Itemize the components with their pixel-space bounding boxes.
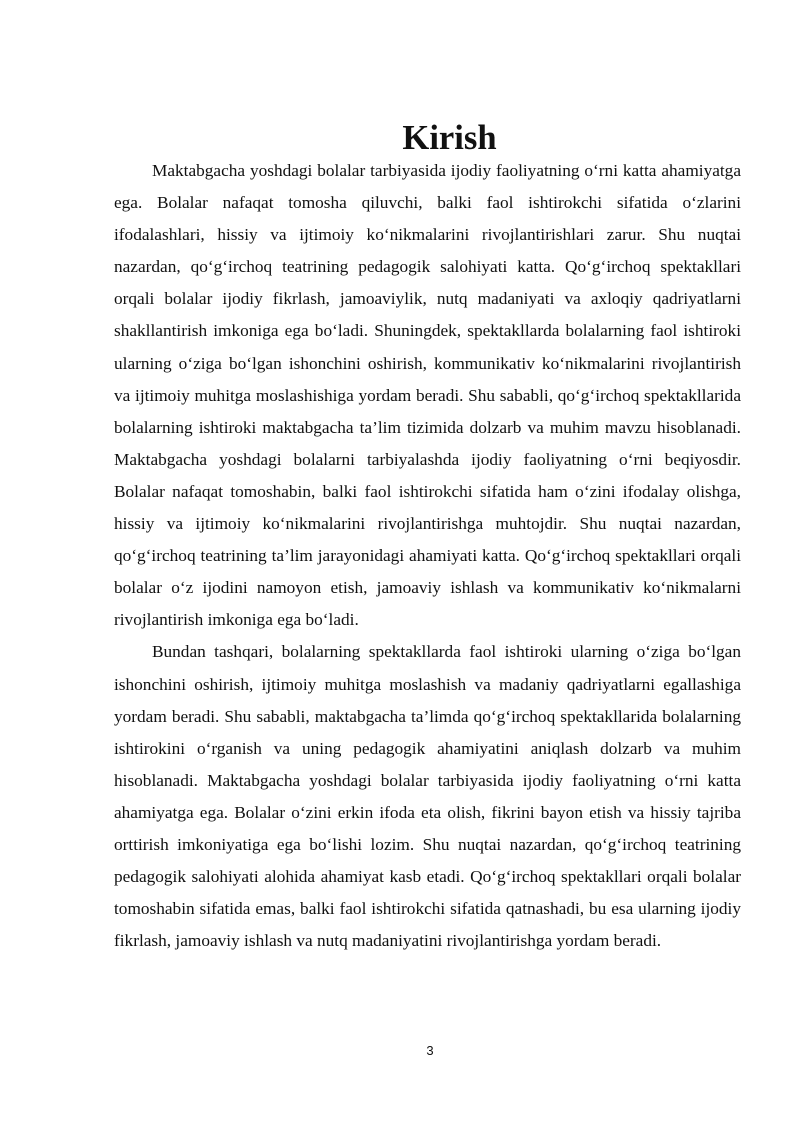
paragraph-2: Bundan tashqari, bolalarning spektakllarda faol ishtiroki ularning o‘ziga bo‘lgan ishonchini oshirish, ijtimoiy muhitga moslashish va madaniy qadriyatlarni egallashiga yordam beradi. Shu sababli, maktabgacha ta’limda qo‘g‘irchoq spektakllarida bolalarning ishtirokini o‘rganish va uning pedagogik ahamiyatini aniqlash dolzarb va muhim hisoblanadi. Maktabgacha yoshdagi bolalar tarbiyasida ijodiy faoliyatning o‘rni katta ahamiyatga ega. Bolalar o‘zini erkin ifoda eta olish, fikrini bayon etish va hissiy tajriba orttirish imkoniyatiga ega bo‘lishi lozim. Shu nuqtai nazardan, qo‘g‘irchoq teatrining pedagogik salohiyati alohida ahamiyat kasb etadi. Qo‘g‘irchoq spektakllari orqali bolalar tomoshabin sifatida emas, balki faol ishtirokchi sifatida qatnashadi, bu esa ularning ijodiy fikrlash, jamoaviy ishlash va nutq madaniyatini rivojlantirishga yordam beradi. bbox=[114, 642, 741, 951]
section-heading: Kirish bbox=[402, 119, 497, 157]
document-body bbox=[114, 119, 741, 957]
paragraph-1: Maktabgacha yoshdagi bolalar tarbiyasida ijodiy faoliyatning o‘rni katta ahamiyatga ega. Bolalar nafaqat tomosha qiluvchi, balki faol ishtirokchi sifatida o‘zlarini ifodalashlari, hissiy va ijtimoiy ko‘nikmalarini rivojlantirishlari zarur. Shu nuqtai nazardan, qo‘g‘irchoq teatrining pedagogik salohiyati katta. Qo‘g‘irchoq spektakllari orqali bolalar ijodiy fikrlash, jamoaviylik, nutq madaniyati va axloqiy qadriyatlarni shakllantirish imkoniga ega bo‘ladi. Shuningdek, spektakllarda bolalarning faol ishtiroki ularning o‘ziga bo‘lgan ishonchini oshirish, kommunikativ ko‘nikmalarini rivojlantirish va ijtimoiy muhitga moslashishiga yordam beradi. Shu sababli, qo‘g‘irchoq spektakllarida bolalarning ishtiroki maktabgacha ta’lim tizimida dolzarb va muhim mavzu hisoblanadi. Maktabgacha yoshdagi bolalarni tarbiyalashda ijodiy faoliyatning o‘rni beqiyosdir. Bolalar nafaqat tomoshabin, balki faol ishtirokchi sifatida ham o‘zini ifodalay olishga, hissiy va ijtimoiy ko‘nikmalarini rivojlantirishga muhtojdir. Shu nuqtai nazardan, qo‘g‘irchoq teatrining ta’lim jarayonidagi ahamiyati katta. Qo‘g‘irchoq spektakllari orqali bolalar o‘z ijodini namoyon etish, jamoaviy ishlash va kommunikativ ko‘nikmalarni rivojlantirish imkoniga ega bo‘ladi. bbox=[114, 161, 741, 630]
page-number: 3 bbox=[426, 1043, 434, 1058]
